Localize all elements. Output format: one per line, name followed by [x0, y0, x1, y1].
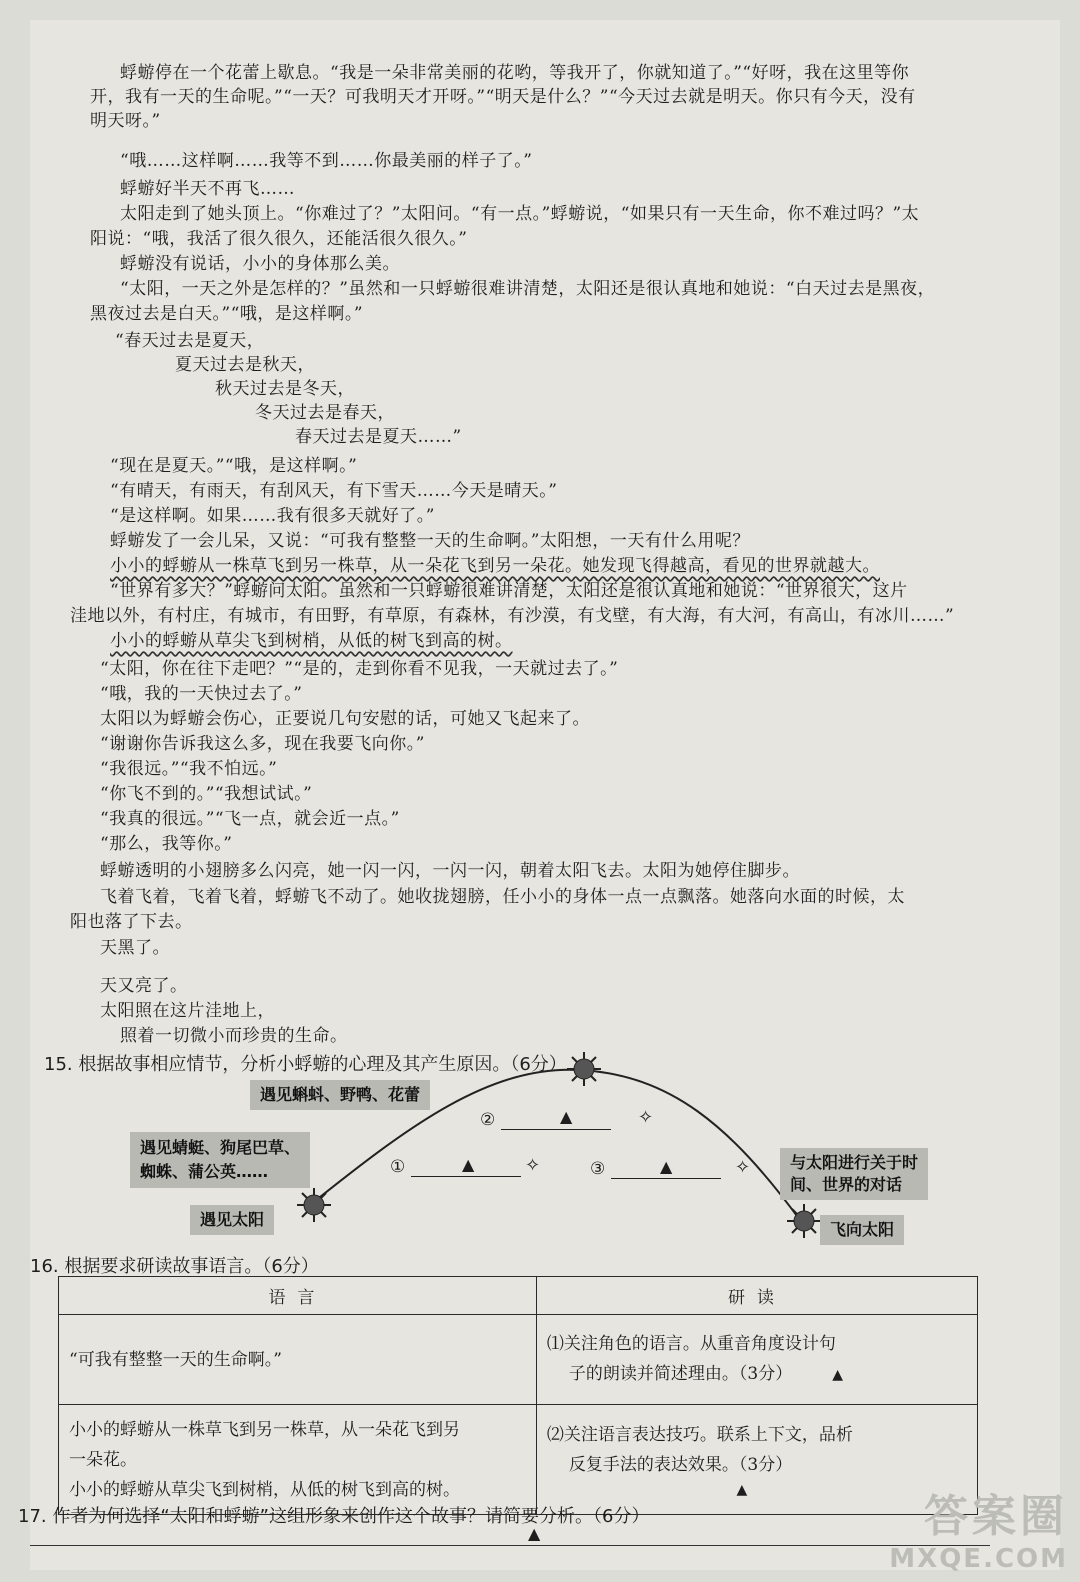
story-line: 阳说：“哦，我活了很久很久，还能活很久很久。” [90, 229, 468, 249]
story-line: 黑夜过去是白天。”“哦，是这样啊。” [90, 304, 364, 324]
tag-tadpole-duck-bud: 遇见蝌蚪、野鸭、花蕾 [250, 1080, 430, 1110]
mayfly-icon: ✧ [638, 1107, 654, 1128]
story-line-underlined: 小小的蜉蝣从一株草飞到另一株草，从一朵花飞到另一朵花。她发现飞得越高，看见的世界就越大。 [110, 556, 880, 576]
story-line: 阳也落了下去。 [70, 912, 193, 932]
story-line: 太阳以为蜉蝣会伤心，正要说几句安慰的话，可她又飞起来了。 [100, 709, 590, 729]
story-line: 太阳走到了她头顶上。“你难过了？”太阳问。“有一点。”蜉蝣说，“如果只有一天生命，你不难过吗？”太 [120, 204, 920, 224]
story-line: “哦，我的一天快过去了。” [100, 684, 303, 704]
table-cell-language: “可我有整整一天的生命啊。” [59, 1315, 537, 1405]
question-17: 17. 作者为何选择“太阳和蜉蝣”这组形象来创作这个故事？请简要分析。（6分） [18, 1506, 650, 1527]
plot-diagram [110, 1045, 990, 1245]
story-line: “是这样啊。如果……我有很多天就好了。” [110, 506, 435, 526]
answer-marker: ▲ [462, 1155, 475, 1174]
question-16: 16. 根据要求研读故事语言。（6分） [30, 1256, 319, 1277]
tag-meet-sun: 遇见太阳 [190, 1205, 274, 1235]
story-line: 蜉蝣没有说话，小小的身体那么美。 [120, 254, 400, 274]
story-line: “世界有多大？”蜉蝣问太阳。虽然和一只蜉蝣很难讲清楚，太阳还是很认真地和她说：“世界很大，这片 [110, 581, 908, 601]
answer-slot-2[interactable]: ② [480, 1110, 611, 1130]
story-line: 开，我有一天的生命呢。”“一天？可我明天才开呀。”“明天是什么？”“今天过去就是明天。你只有今天，没有 [90, 87, 916, 107]
story-line: “有晴天，有雨天，有刮风天，有下雪天……今天是晴天。” [110, 481, 558, 501]
table-cell-study[interactable]: ⑵关注语言表达技巧。联系上下文，品析 反复手法的表达效果。（3分） ▲ [536, 1405, 977, 1515]
sun-icon [566, 1051, 602, 1087]
answer-marker: ▲ [528, 1524, 541, 1543]
table-header-language: 语言 [59, 1277, 537, 1315]
story-line: 蜉蝣好半天不再飞…… [120, 179, 295, 199]
story-line: “谢谢你告诉我这么多，现在我要飞向你。” [100, 734, 425, 754]
answer-marker: ▲ [560, 1107, 573, 1126]
poem-line: 春天过去是夏天……” [295, 427, 462, 447]
tag-dragonfly-grass: 遇见蜻蜓、狗尾巴草、 蜘蛛、蒲公英…… [130, 1132, 310, 1188]
story-line: 蜉蝣停在一个花蕾上歇息。“我是一朵非常美丽的花哟，等我开了，你就知道了。”“好呀，我在这里等你 [120, 63, 910, 83]
story-line: 天又亮了。 [100, 976, 188, 996]
story-line: “你飞不到的。”“我想试试。” [100, 784, 313, 804]
sun-icon [296, 1187, 332, 1223]
reading-table [58, 1276, 978, 1515]
story-line: “太阳，一天之外是怎样的？”虽然和一只蜉蝣很难讲清楚，太阳还是很认真地和她说：“白天过去是黑夜， [120, 279, 936, 299]
story-line: 洼地以外，有村庄，有城市，有田野，有草原，有森林，有沙漠，有戈壁，有大海，有大河，有高山，有冰川……” [70, 606, 955, 626]
story-line: “哦……这样啊……我等不到……你最美丽的样子了。” [120, 151, 533, 171]
mayfly-icon: ✧ [735, 1157, 751, 1178]
table-cell-language: 小小的蜉蝣从一株草飞到另一株草，从一朵花飞到另 一朵花。 小小的蜉蝣从草尖飞到树梢，从低的树飞到高的树。 [59, 1405, 537, 1515]
watermark: 答案圈 MXQE.COM [889, 1491, 1068, 1574]
poem-line: 夏天过去是秋天， [175, 355, 315, 375]
answer-line[interactable] [30, 1545, 990, 1546]
answer-slot-1[interactable]: ① [390, 1157, 521, 1177]
story-line: 太阳照在这片洼地上， [100, 1001, 275, 1021]
story-line: 飞着飞着，飞着飞着，蜉蝣飞不动了。她收拢翅膀，任小小的身体一点一点飘落。她落向水面的时候，太 [100, 887, 905, 907]
poem-line: 秋天过去是冬天， [215, 379, 355, 399]
tag-fly-to-sun: 飞向太阳 [820, 1215, 904, 1245]
poem-line: “春天过去是夏天， [115, 331, 265, 351]
story-line: “现在是夏天。”“哦，是这样啊。” [110, 456, 358, 476]
story-line: “那么，我等你。” [100, 834, 233, 854]
table-header-study: 研读 [536, 1277, 977, 1315]
story-line: “我真的很远。”“飞一点，就会近一点。” [100, 809, 400, 829]
tag-dialogue-sun: 与太阳进行关于时 间、世界的对话 [780, 1148, 928, 1200]
story-line: “我很远。”“我不怕远。” [100, 759, 278, 779]
answer-marker: ▲ [660, 1157, 673, 1176]
poem-line: 冬天过去是春天， [255, 403, 395, 423]
story-line: “太阳，你在往下走吧？”“是的，走到你看不见我，一天就过去了。” [100, 659, 619, 679]
story-line: 照着一切微小而珍贵的生命。 [120, 1026, 348, 1046]
sun-icon [786, 1203, 822, 1239]
table-cell-study[interactable]: ⑴关注角色的语言。从重音角度设计句 子的朗读并简述理由。（3分） ▲ [536, 1315, 977, 1405]
story-line-underlined: 小小的蜉蝣从草尖飞到树梢，从低的树飞到高的树。 [110, 631, 513, 651]
story-line: 明天呀。” [90, 111, 161, 131]
mayfly-icon: ✧ [525, 1155, 541, 1176]
story-line: 天黑了。 [100, 938, 170, 958]
story-line: 蜉蝣发了一会儿呆，又说：“可我有整整一天的生命啊。”太阳想，一天有什么用呢？ [110, 531, 750, 551]
question-15: 15. 根据故事相应情节，分析小蜉蝣的心理及其产生原因。（6分） [44, 1054, 567, 1075]
story-line: 蜉蝣透明的小翅膀多么闪亮，她一闪一闪，一闪一闪，朝着太阳飞去。太阳为她停住脚步。 [100, 861, 800, 881]
answer-slot-3[interactable]: ③ [590, 1159, 721, 1179]
